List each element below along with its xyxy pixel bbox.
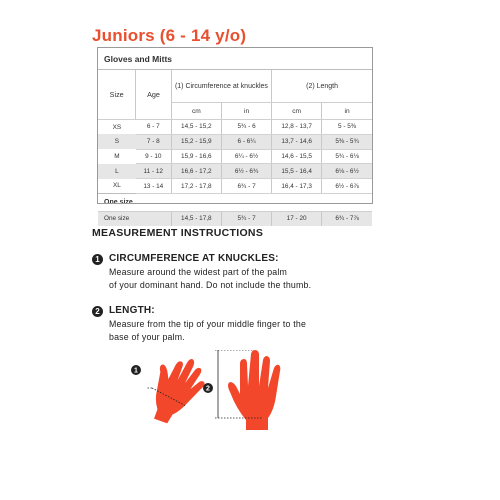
step-body	[109, 318, 399, 344]
hand-icon-length	[215, 350, 280, 430]
header-age: Age	[136, 70, 171, 120]
step-heading: LENGTH:	[109, 305, 155, 316]
table-row	[98, 211, 372, 226]
unit-in: in	[221, 103, 271, 120]
cell-circ-in: 5¾ - 7	[221, 211, 271, 226]
cell-age: 9 - 10	[136, 149, 171, 164]
cell-len-cm: 17 - 20	[272, 211, 322, 226]
step-text-line: Measure from the tip of your middle finger to the	[109, 319, 307, 329]
cell-len-in: 5⅜ - 5¾	[322, 134, 372, 149]
cell-circ-cm: 16,6 - 17,2	[171, 164, 221, 179]
step-text-line: of your dominant hand. Do not include the thumb.	[109, 280, 312, 290]
step-text-line: Measure around the widest part of the palm	[109, 267, 288, 277]
cell-circ-in: 5¾ - 6	[221, 120, 271, 135]
cell-len-in: 5¾ - 6⅛	[322, 149, 372, 164]
cell-len-cm: 16,4 - 17,3	[272, 179, 322, 194]
cell-size: M	[114, 152, 120, 160]
cell-circ-cm: 17,2 - 17,8	[171, 179, 221, 194]
cell-age: 13 - 14	[136, 179, 171, 194]
cell-size: One size	[98, 211, 171, 226]
table-section-title: Gloves and Mitts	[98, 48, 372, 70]
cell-len-cm: 13,7 - 14,6	[272, 134, 322, 149]
step-text-line: base of your palm.	[109, 332, 185, 342]
one-size-header: One size	[98, 193, 372, 211]
table-row	[98, 134, 372, 149]
cell-len-cm: 14,6 - 15,5	[272, 149, 322, 164]
header-length: (2) Length	[272, 70, 372, 103]
cell-len-in: 6¾ - 7⅞	[322, 211, 372, 226]
hand-icon-circumference	[143, 350, 212, 430]
table-row	[98, 164, 372, 179]
cell-age: 7 - 8	[136, 134, 171, 149]
step-number-badge: 1	[92, 254, 103, 265]
size-chart-table	[98, 48, 372, 226]
cell-age: 6 - 7	[136, 120, 171, 135]
header-circumference: (1) Circumference at knuckles	[171, 70, 271, 103]
unit-cm: cm	[272, 103, 322, 120]
table-row	[98, 149, 372, 164]
cell-circ-in: 6¼ - 6½	[221, 149, 271, 164]
cell-len-cm: 12,8 - 13,7	[272, 120, 322, 135]
cell-circ-cm: 15,9 - 16,6	[171, 149, 221, 164]
cell-circ-in: 6½ - 6¾	[221, 164, 271, 179]
instructions-title: MEASUREMENT INSTRUCTIONS	[92, 227, 264, 239]
cell-circ-in: 6¾ - 7	[221, 179, 271, 194]
step-number-badge: 2	[92, 306, 103, 317]
cell-size: S	[98, 134, 136, 149]
cell-age: 11 - 12	[136, 164, 171, 179]
unit-cm: cm	[171, 103, 221, 120]
cell-circ-cm: 15,2 - 15,9	[171, 134, 221, 149]
table-row	[98, 179, 372, 194]
table-row	[98, 120, 372, 135]
cell-size: XL	[113, 182, 121, 190]
cell-len-in: 5 - 5⅜	[322, 120, 372, 135]
hand-measurement-illustration	[122, 350, 312, 430]
page-title: Juniors (6 - 14 y/o)	[92, 26, 247, 45]
cell-circ-in: 6 - 6¼	[221, 134, 271, 149]
cell-len-cm: 15,5 - 16,4	[272, 164, 322, 179]
step-heading: CIRCUMFERENCE AT KNUCKLES:	[109, 253, 279, 264]
cell-circ-cm: 14,5 - 15,2	[171, 120, 221, 135]
cell-len-in: 6⅛ - 6½	[322, 164, 372, 179]
header-size: Size	[98, 70, 136, 120]
cell-size: XS	[112, 123, 122, 131]
marker-2-label: 2	[206, 385, 210, 393]
cell-size: L	[98, 164, 136, 179]
cell-len-in: 6½ - 6⅞	[322, 179, 372, 194]
cell-circ-cm: 14,5 - 17,8	[171, 211, 221, 226]
marker-1-label: 1	[134, 367, 138, 375]
step-body	[109, 266, 399, 292]
unit-in: in	[322, 103, 372, 120]
